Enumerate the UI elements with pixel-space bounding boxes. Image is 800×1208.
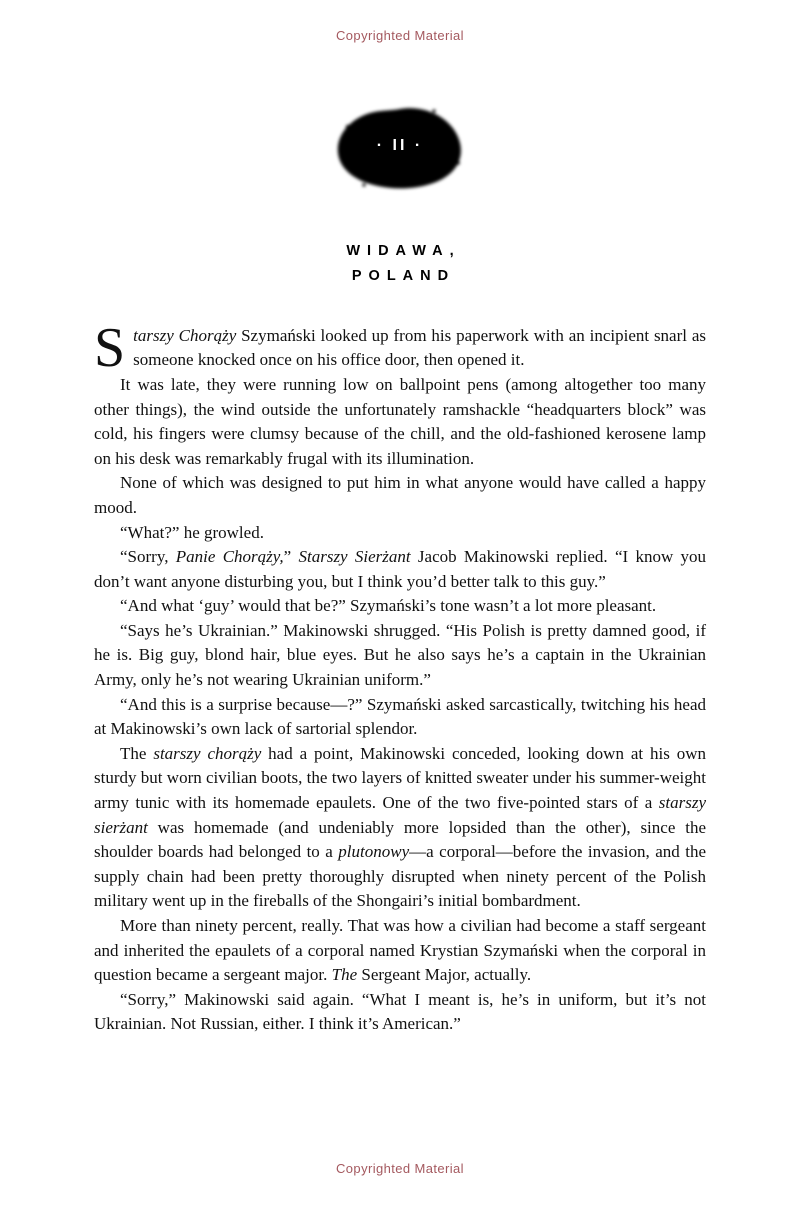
text-segment: was homemade (and undeniably more lopsided than the other), since the shoulder boards had belonged to a [94,817,706,862]
text-segment: had a point, Makinowski conceded, looking down at his own sturdy but worn civilian boots, the two layers of knitted sweater under his summer-weight army tunic with its homemade epaulets. One of the two five-pointed stars of a [94,743,707,813]
text-segment-italic: Panie Chorąży, [175,547,284,567]
text-segment: “Sorry,” Makinowski said again. “What I meant is, he’s in uniform, but it’s not Ukrainian. Not Russian, either. I think it’s American.” [94,989,706,1034]
paragraph [94,914,706,988]
text-segment-italic: starszy chorąży [153,743,262,763]
dropcap: S [94,316,126,379]
text-segment: “Says he’s Ukrainian.” Makinowski shrugged. “His Polish is pretty damned good, if he is. Big guy, blond hair, blue eyes. But he also says he’s a captain in the Ukrainian Army, only he’s not wearing Ukrainian uniform.” [94,620,706,690]
text-segment: The [120,743,154,763]
text-segment-italic: The [331,965,358,985]
text-segment-italic: tarszy Chorąży [133,325,237,345]
text-segment: Jacob Makinowski replied. “I know you don’t want anyone disturbing you, but I think you’d better talk to this guy.” [94,547,707,591]
location-line-1: WIDAWA, [346,243,461,259]
paragraph [94,594,706,619]
text-segment: Szymański looked up from his paperwork with an incipient snarl as someone knocked once on his office door, then opened it. [133,325,706,370]
copyright-notice-top: Copyrighted Material [336,28,464,43]
text-segment: “What?” he growled. [120,522,264,542]
paragraph [94,988,706,1037]
text-segment: More than ninety percent, really. That was how a civilian had become a staff sergeant and inherited the epaulets of a corporal named Krystian Szymański when the corporal in question became a sergeant major. [94,916,706,985]
text-segment: It was late, they were running low on ballpoint pens (among altogether too many other things), the wind outside the unfortunately ramshackle “headquarters block” was cold, his fingers were clumsy because of the chill, and the old-fashioned kerosene lamp on his desk was remarkably frugal with its illumination. [94,374,706,468]
text-segment: “And what ‘guy’ would that be?” Szymański’s tone wasn’t a lot more pleasant. [120,596,657,616]
chapter-number: · II · [376,137,424,154]
paragraph [94,521,706,546]
text-segment: “Sorry, [120,547,176,567]
copyright-notice-bottom: Copyrighted Material [336,1161,464,1176]
paragraph [94,316,706,379]
text-segment: None of which was designed to put him in what anyone would have called a happy mood. [94,473,706,517]
paragraph [94,545,706,594]
text-segment-italic: starszy sierżant [94,793,706,837]
chapter-ornament [334,105,466,191]
location-line-2: POLAND [351,268,456,285]
paragraph [94,619,706,693]
text-segment: —a corporal—before the invasion, and the supply chain had been pretty thoroughly disrupted when ninety percent of the Polish military went up in the fireballs of the Shongairi’s initial bombardment. [94,842,706,911]
paragraph [94,693,706,742]
text-segment-italic: plutonowy [338,842,410,862]
paragraph [94,373,706,471]
text-segment: Sergeant Major, actually. [357,965,532,985]
chapter-location-heading [0,239,800,290]
text-segment: ” [283,547,299,567]
text-segment-italic: Starszy Sierżant [298,547,411,567]
paragraph [94,742,706,914]
paragraph [94,471,706,520]
text-segment: “And this is a surprise because—?” Szymański asked sarcastically, twitching his head at Makinowski’s own lack of sartorial splendor. [94,694,706,739]
body-paragraphs [94,316,707,1037]
